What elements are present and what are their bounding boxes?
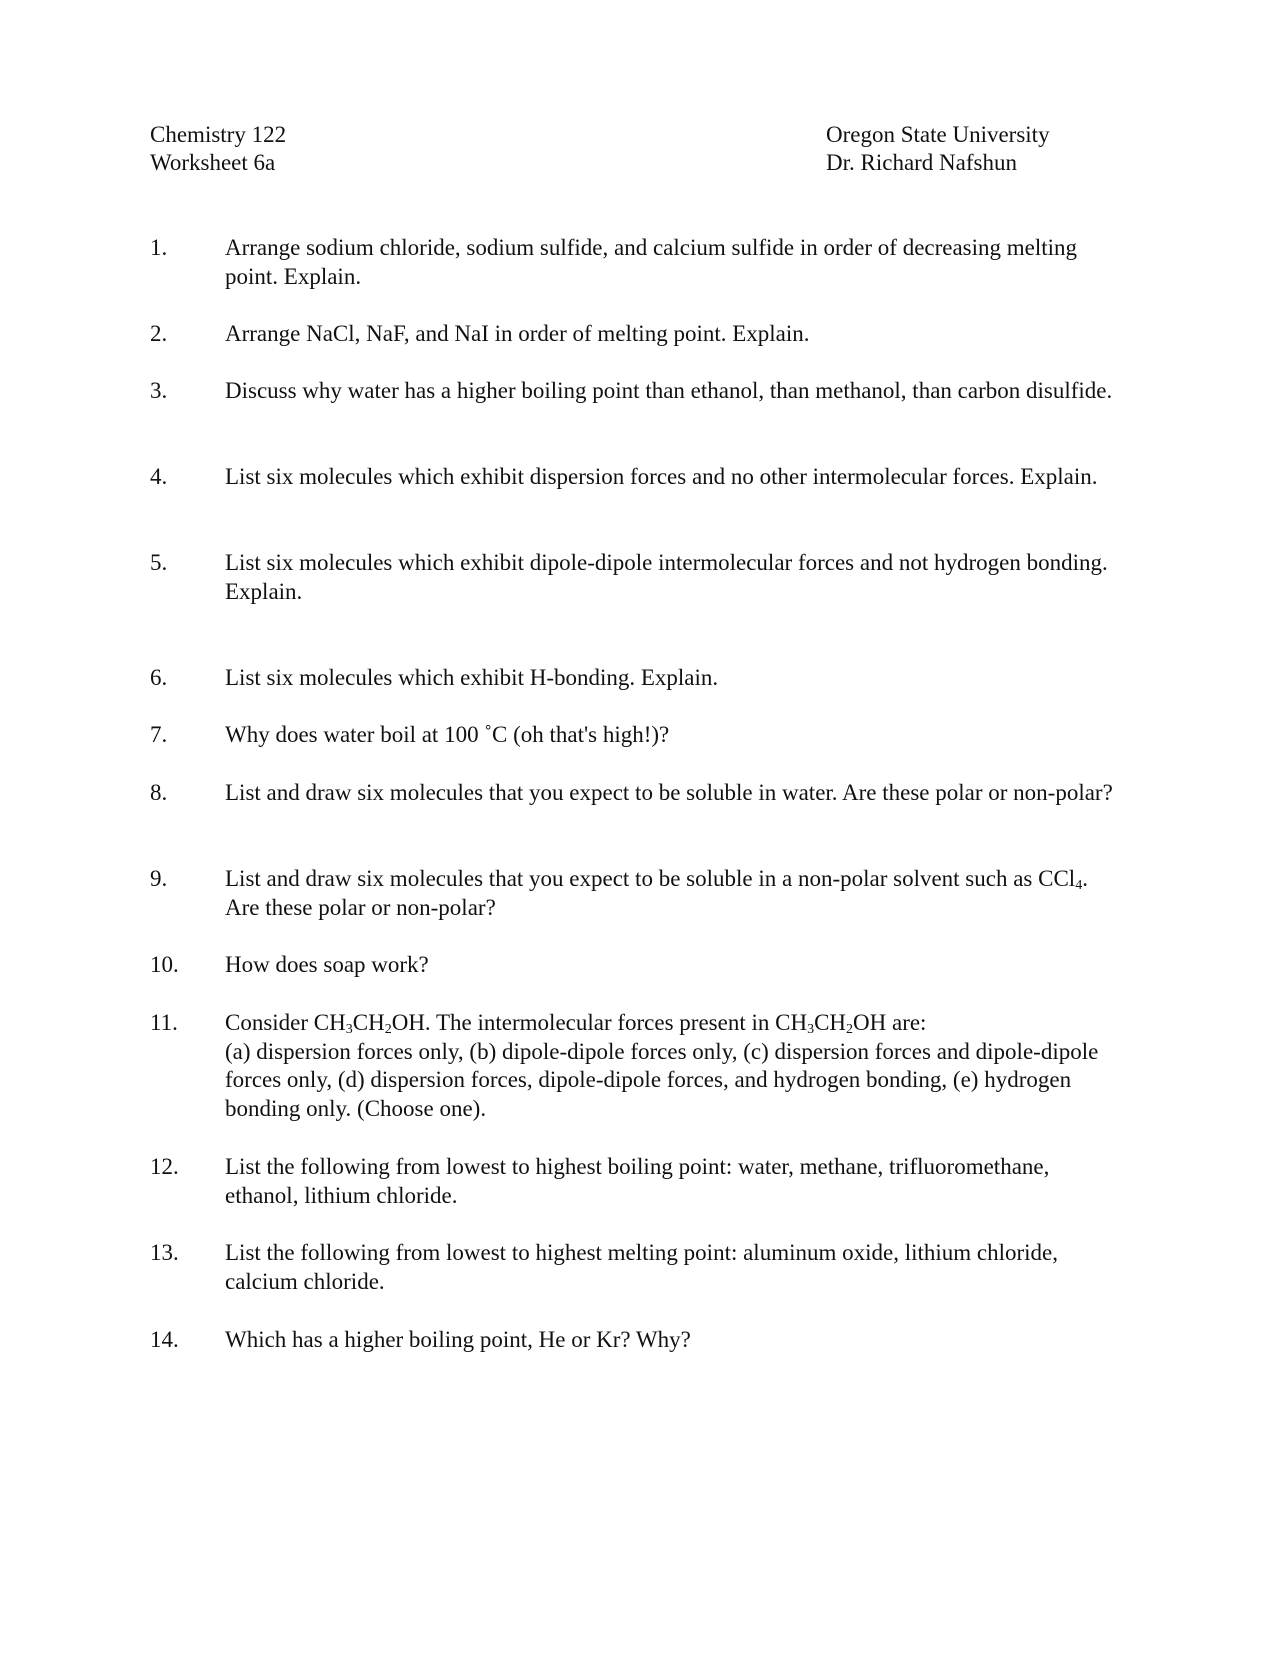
question-number: 11. <box>150 1010 178 1035</box>
question-text: List and draw six molecules that you expect to be soluble in water. Are these polar or non-polar? <box>225 780 1113 805</box>
question-number: 4. <box>150 464 168 489</box>
question-text: Which has a higher boiling point, He or Kr? Why? <box>225 1327 691 1352</box>
question-4 <box>150 463 1130 492</box>
question-text: Arrange sodium chloride, sodium sulfide, and calcium sulfide in order of decreasing melting point. Explain. <box>225 235 1078 289</box>
subscript: 3 <box>807 1022 815 1037</box>
question-number: 6. <box>150 665 168 690</box>
question-number: 2. <box>150 321 168 346</box>
question-number: 14. <box>150 1327 179 1352</box>
question-number: 10. <box>150 952 179 977</box>
subscript: 3 <box>345 1022 353 1037</box>
header-left <box>150 121 286 177</box>
worksheet-title: Worksheet 6a <box>150 150 276 175</box>
question-text: Discuss why water has a higher boiling point than ethanol, than methanol, than carbon disulfide. <box>225 378 1113 403</box>
university-name: Oregon State University <box>826 122 1050 147</box>
question-5 <box>150 549 1130 606</box>
course-title: Chemistry 122 <box>150 122 287 147</box>
question-9 <box>150 865 1130 922</box>
text-part: Consider CH <box>225 1010 346 1035</box>
question-14 <box>150 1326 1130 1355</box>
question-10 <box>150 951 1130 980</box>
header-right <box>826 121 1050 177</box>
text-part: OH are: <box>853 1010 927 1035</box>
question-3 <box>150 377 1130 406</box>
question-11 <box>150 1009 1130 1123</box>
question-text: How does soap work? <box>225 952 429 977</box>
question-text: Arrange NaCl, NaF, and NaI in order of melting point. Explain. <box>225 321 810 346</box>
question-7 <box>150 721 1130 750</box>
question-text: Why does water boil at 100 ˚C (oh that's high!)? <box>225 722 670 747</box>
question-text <box>225 865 1125 922</box>
question-text: List the following from lowest to highest melting point: aluminum oxide, lithium chloride, calcium chloride. <box>225 1240 1059 1294</box>
subscript: 2 <box>846 1022 854 1037</box>
question-stem <box>225 1009 1125 1038</box>
text-part: CH <box>814 1010 847 1035</box>
question-number: 3. <box>150 378 168 403</box>
subscript: 2 <box>384 1022 392 1037</box>
text-part: CH <box>352 1010 385 1035</box>
question-number: 1. <box>150 235 168 260</box>
question-12 <box>150 1153 1130 1210</box>
question-6 <box>150 664 1130 693</box>
question-number: 7. <box>150 722 168 747</box>
question-text: List the following from lowest to highest boiling point: water, methane, trifluoromethane, ethanol, lithium chloride. <box>225 1154 1050 1208</box>
subscript: 4 <box>1075 878 1083 893</box>
question-8 <box>150 779 1130 808</box>
question-1 <box>150 234 1130 291</box>
question-number: 12. <box>150 1154 179 1179</box>
answer-options: (a) dispersion forces only, (b) dipole-dipole forces only, (c) dispersion forces and dipole-dipole forces only, (d) dispersion forces, dipole-dipole forces, and hydrogen bonding, (e) hydrogen bonding only. (Choose one). <box>225 1038 1099 1121</box>
question-number: 5. <box>150 550 168 575</box>
question-text: List six molecules which exhibit dipole-dipole intermolecular forces and not hydrogen bonding. Explain. <box>225 550 1108 604</box>
question-text <box>225 1009 1125 1123</box>
question-number: 8. <box>150 780 168 805</box>
question-number: 9. <box>150 866 168 891</box>
text-part: OH. The intermolecular forces present in CH <box>391 1010 808 1035</box>
question-text-part: List and draw six molecules that you expect to be soluble in a non-polar solvent such as CCl <box>225 866 1076 891</box>
instructor-name: Dr. Richard Nafshun <box>826 150 1017 175</box>
question-text: List six molecules which exhibit dispersion forces and no other intermolecular forces. Explain. <box>225 464 1098 489</box>
question-number: 13. <box>150 1240 179 1265</box>
question-text: List six molecules which exhibit H-bonding. Explain. <box>225 665 719 690</box>
question-13 <box>150 1239 1130 1296</box>
question-text-part: . Are these polar or non-polar? <box>225 866 1088 920</box>
question-2 <box>150 320 1130 349</box>
